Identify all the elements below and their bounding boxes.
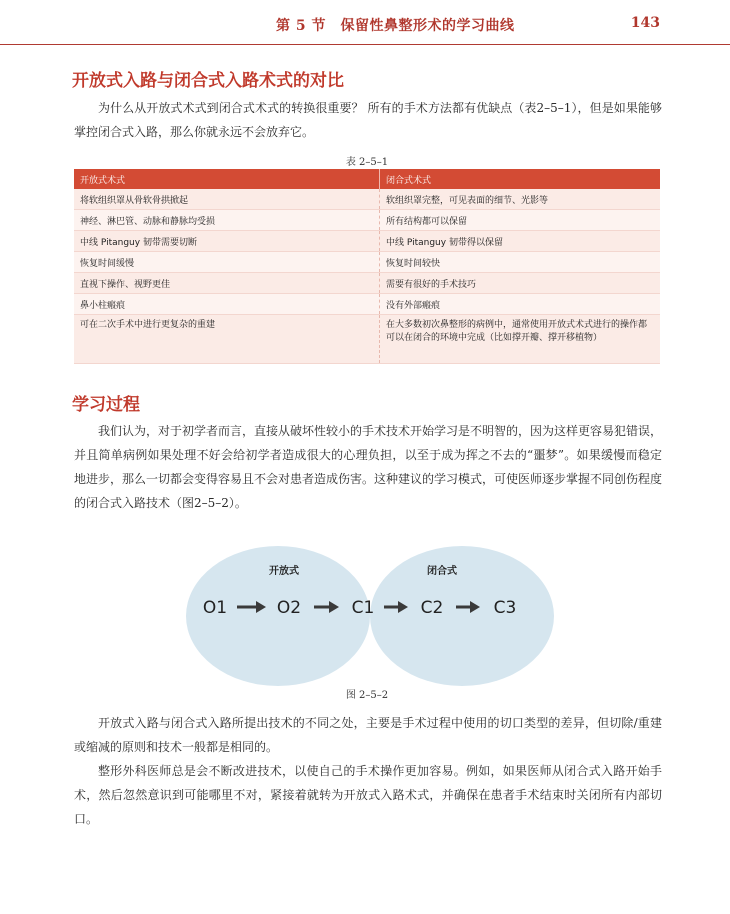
closing-text-1: 开放式入路与闭合式入路所提出技术的不同之处，主要是手术过程中使用的切口类型的差异，但切除/重建或缩减的原则和技术一般都是相同的。 xyxy=(74,716,662,754)
node-o1: O1 xyxy=(202,598,228,618)
node-c1: C1 xyxy=(351,598,375,618)
table-cell: 恢复时间缓慢 xyxy=(74,252,380,273)
node-c3: C3 xyxy=(493,598,517,618)
section-heading-learning: 学习过程 xyxy=(72,395,140,415)
table-cell: 将软组织罩从骨软骨拱掀起 xyxy=(74,189,380,210)
label-open: 开放式 xyxy=(269,566,299,577)
closing-paragraphs xyxy=(74,711,662,831)
chapter-title: 第 5 节 保留性鼻整形术的学习曲线 xyxy=(276,18,515,34)
closed-approach-circle xyxy=(370,546,554,686)
table-header-row xyxy=(74,169,660,189)
table-cell: 恢复时间较快 xyxy=(380,252,661,273)
table-row xyxy=(74,273,660,294)
node-o2: O2 xyxy=(276,598,302,618)
table-row xyxy=(74,294,660,315)
table-cell: 可在二次手术中进行更复杂的重建 xyxy=(74,315,380,364)
table-cell: 中线 Pitanguy 韧带需要切断 xyxy=(74,231,380,252)
section-heading-comparison: 开放式入路与闭合式入路术式的对比 xyxy=(72,71,344,91)
intro-text: 为什么从开放式术式到闭合式术式的转换很重要？ 所有的手术方法都有优缺点（表2–5–1），但是如果能够掌控闭合式入路，那么你就永远不会放弃它。 xyxy=(74,101,662,139)
closing-text-2: 整形外科医师总是会不断改进技术，以使自己的手术操作更加容易。例如，如果医师从闭合式入路开始手术，然后忽然意识到可能哪里不对，紧接着就转为开放式入路术式，并确保在患者手术结束时关闭所有内部切口。 xyxy=(74,764,662,826)
table-row xyxy=(74,315,660,364)
table-cell: 在大多数初次鼻整形的病例中，通常使用开放式术式进行的操作都可以在闭合的环境中完成（比如撑开瓣、撑开移植物） xyxy=(380,315,661,364)
learning-curve-diagram xyxy=(186,540,554,686)
table-cell: 鼻小柱瘢痕 xyxy=(74,294,380,315)
intro-paragraph xyxy=(74,96,662,144)
page-number: 143 xyxy=(630,15,660,31)
table-cell: 需要有很好的手术技巧 xyxy=(380,273,661,294)
comparison-table xyxy=(74,169,660,364)
learning-text: 我们认为，对于初学者而言，直接从破坏性较小的手术技术开始学习是不明智的，因为这样更容易犯错误，并且简单病例如果处理不好会给初学者造成很大的心理负担，以至于成为挥之不去的“噩梦”。如果缓慢而稳定地进步，那么一切都会变得容易且不会对患者造成伤害。这种建议的学习模式，可使医师逐步掌握不同创伤程度的闭合式入路技术（图2–5–2）。 xyxy=(74,424,663,510)
table-caption: 表 2–5–1 xyxy=(345,157,389,168)
label-closed: 闭合式 xyxy=(427,566,457,577)
table-cell: 直视下操作、视野更佳 xyxy=(74,273,380,294)
table-cell: 中线 Pitanguy 韧带得以保留 xyxy=(380,231,661,252)
table-row xyxy=(74,231,660,252)
table-row xyxy=(74,252,660,273)
node-c2: C2 xyxy=(420,598,444,618)
column-header-open: 开放式术式 xyxy=(74,169,380,189)
table-cell: 所有结构都可以保留 xyxy=(380,210,661,231)
table-row xyxy=(74,189,660,210)
table-cell: 软组织罩完整，可见表面的细节、光影等 xyxy=(380,189,661,210)
page-header xyxy=(0,0,730,45)
table-cell: 神经、淋巴管、动脉和静脉均受损 xyxy=(74,210,380,231)
column-header-closed: 闭合式术式 xyxy=(380,169,661,189)
table-row xyxy=(74,210,660,231)
table-cell: 没有外部瘢痕 xyxy=(380,294,661,315)
figure-caption: 图 2–5–2 xyxy=(345,690,389,701)
learning-paragraph xyxy=(74,419,662,515)
